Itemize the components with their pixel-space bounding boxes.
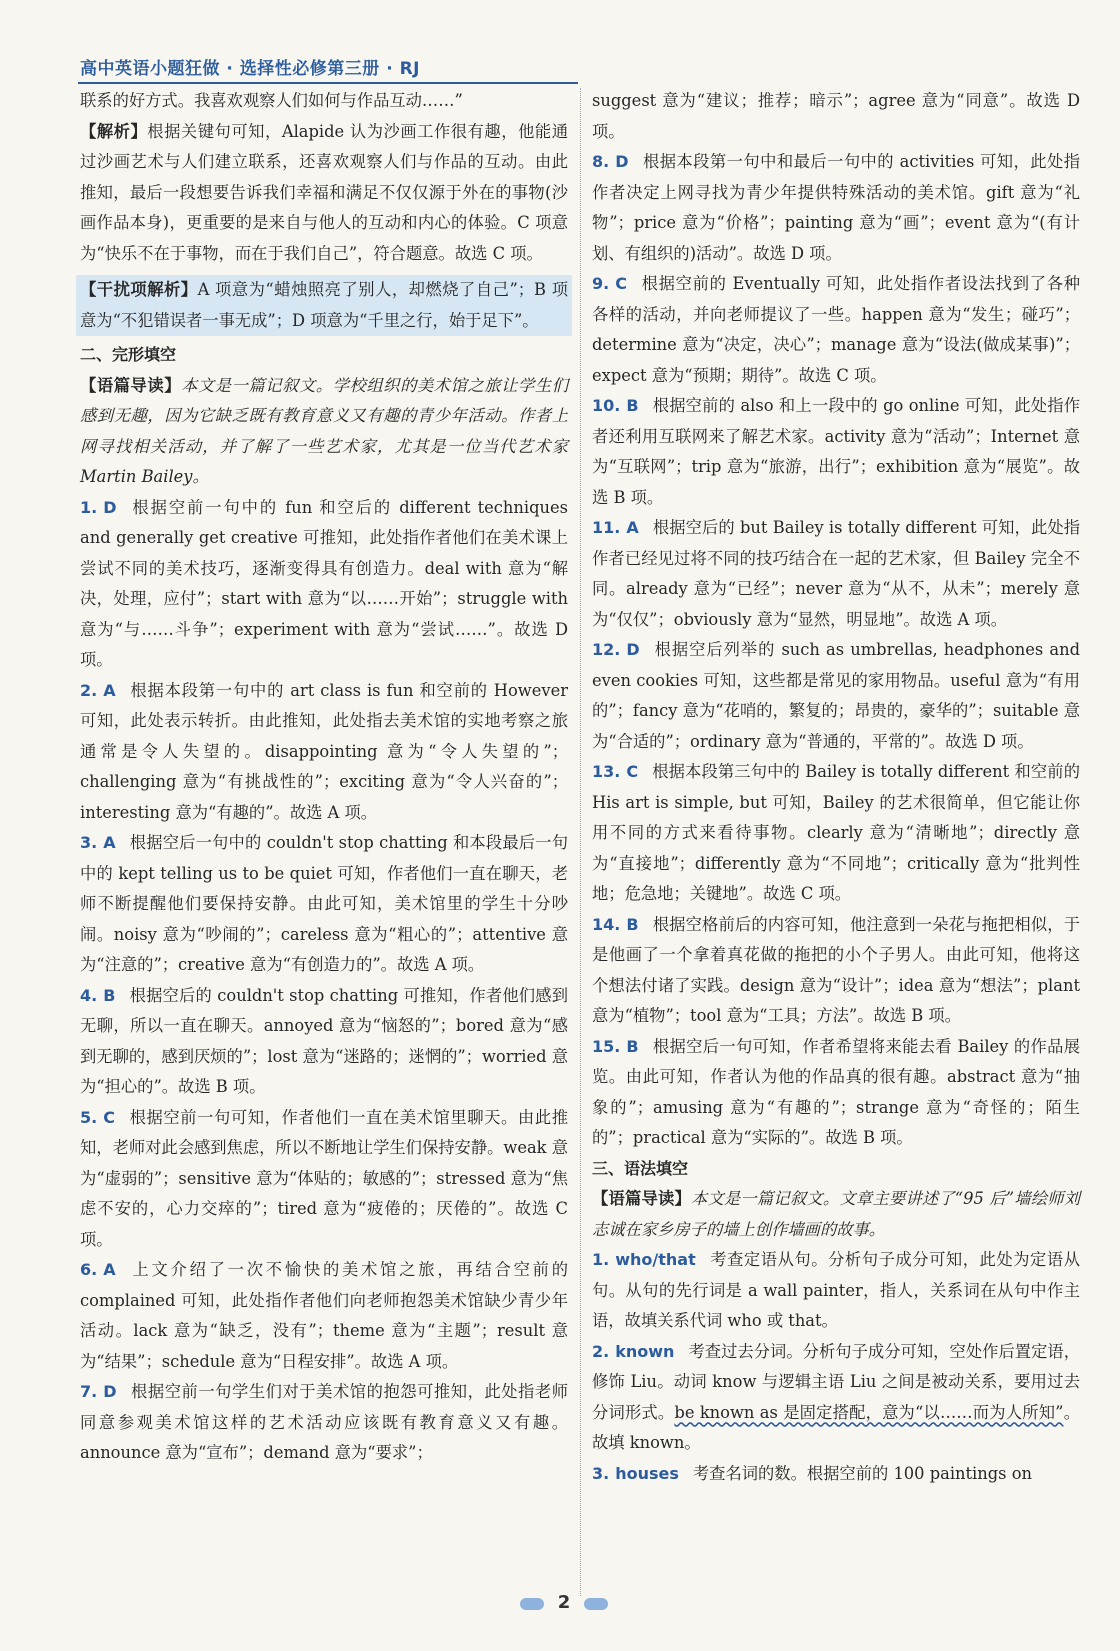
item-explanation: 根据本段第一句中和最后一句中的 activities 可知，此处指作者决定上网寻找为青少年提供特殊活动的美术馆。gift 意为“礼物”；price 意为“价格”；painting 意为“画”；event 意为“(有计划、有组织的)活动”。故选 D 项。 <box>592 152 1080 263</box>
item-number: 14. <box>592 914 621 934</box>
header-rule <box>78 82 578 84</box>
item-number: 4. <box>80 985 98 1005</box>
item-number: 9. <box>592 274 610 293</box>
item-number: 12. <box>592 640 621 659</box>
item-explanation: 根据空后一句中的 couldn't stop chatting 和本段最后一句中的 kept telling us to be quiet 可知，作者他们一直在聊天，老师不断提醒他们要保持安静。由此可知，美术馆里的学生十分吵闹。noisy 意为“吵闹的”；careless 意为“粗心的”；attentive 意为“注意的”；creative 意为“有创造力的”。故选 A 项。 <box>80 833 568 974</box>
item-answer: C <box>615 274 627 293</box>
answer-item-3 <box>80 828 568 981</box>
item-explanation: 根据空后列举的 such as umbrellas, headphones and even cookies 可知，这些都是常见的家用物品。useful 意为“有用的”；fancy 意为“花哨的，繁复的；昂贵的，豪华的”；suitable 意为“合适的”；ordinary 意为“普通的，平常的”。故选 D 项。 <box>592 640 1080 751</box>
item-explanation: 根据空后一句可知，作者希望将来能去看 Bailey 的作品展览。由此可知，作者认为他的作品真的很有趣。abstract 意为“抽象的”；amusing 意为“有趣的”；strange 意为“奇怪的；陌生的”；practical 意为“实际的”。故选 B 项。 <box>592 1036 1080 1147</box>
item-explanation: 根据空前一句学生们对于美术馆的抱怨可推知，此处指老师同意参观美术馆这样的艺术活动应该既有教育意义又有趣。announce 意为“宣布”；demand 意为“要求”； <box>80 1382 568 1462</box>
item-answer: B <box>626 914 639 934</box>
item-number: 15. <box>592 1036 621 1056</box>
item-number: 3. <box>592 1463 610 1483</box>
section-heading-cloze: 二、完形填空 <box>80 345 177 364</box>
cloze-intro <box>80 371 568 493</box>
item-number: 8. <box>592 152 610 171</box>
item-explanation: 考查名词的数。根据空前的 100 paintings on <box>692 1463 1032 1483</box>
page-pill-left <box>520 1598 544 1610</box>
intro-text: 本文是一篇记叙文。文章主要讲述了“95 后”墙绘师刘志诚在家乡房子的墙上创作墙画的故事。 <box>592 1189 1080 1239</box>
item-explanation: 上文介绍了一次不愉快的美术馆之旅，再结合空前的 complained 可知，此处指作者他们向老师抱怨美术馆缺少青少年活动。lack 意为“缺乏，没有”；theme 意为“主题”；result 意为“结果”；schedule 意为“日程安排”。故选 A 项。 <box>80 1260 568 1371</box>
item-answer: known <box>615 1341 675 1361</box>
item-answer: D <box>103 1382 117 1401</box>
analysis-tag: 【解析】 <box>80 121 148 141</box>
answer-item-15 <box>592 1032 1080 1154</box>
grammar-item-3 <box>592 1459 1080 1490</box>
item-answer: B <box>103 985 116 1005</box>
item-number: 2. <box>80 680 98 700</box>
item-answer: who/that <box>615 1250 696 1269</box>
answer-item-14 <box>592 910 1080 1032</box>
intro-text: 本文是一篇记叙文。学校组织的美术馆之旅让学生们感到无趣，因为它缺乏既有教育意义又有趣的青少年活动。作者上网寻找相关活动，并了解了一些艺术家，尤其是一位当代艺术家 Martin Bailey。 <box>80 375 568 486</box>
answer-item-2 <box>80 676 568 829</box>
answer-item-11 <box>592 513 1080 635</box>
answer-item-6 <box>80 1255 568 1377</box>
item-number: 1. <box>80 497 98 517</box>
item-answer: houses <box>615 1463 679 1483</box>
item-answer: A <box>103 1260 116 1279</box>
answer-item-7 <box>80 1377 568 1469</box>
item-explanation: 根据空后的 couldn't stop chatting 可推知，作者他们感到无聊，所以一直在聊天。annoyed 意为“恼怒的”；bored 意为“感到无聊的，感到厌烦的”；lost 意为“迷路的；迷惘的”；worried 意为“担心的”。故选 B 项。 <box>80 985 568 1096</box>
item-number: 5. <box>80 1107 98 1127</box>
item-explanation: 考查过去分词。分析句子成分可知，空处作后置定语，修饰 Liu。动词 know 与逻辑主语 Liu 之间是被动关系，要用过去分词形式。 <box>592 1341 1080 1422</box>
answer-item-12 <box>592 635 1080 757</box>
grammar-item-2 <box>592 1337 1080 1459</box>
item-explanation: 根据本段第三句中的 Bailey is totally different 和空前的 His art is simple, but 可知，Bailey 的艺术很简单，但它能让你用不同的方式来看待事物。clearly 意为“清晰地”；directly 意为“直接地”；differently 意为“不同地”；critically 意为“批判性地；危急地；关键地”。故选 C 项。 <box>592 762 1080 903</box>
item-number: 6. <box>80 1260 98 1279</box>
item-answer: D <box>626 640 640 659</box>
grammar-intro <box>592 1184 1080 1245</box>
left-column <box>80 86 568 1469</box>
item-explanation: 根据空前一句中的 fun 和空后的 different techniques and generally get creative 可推知，此处指作者他们在美术课上尝试不同的美术技巧，逐渐变得具有创造力。deal with 意为“解决，处理，应付”；start with 意为“以……开始”；struggle with 意为“与……斗争”；experiment with 意为“尝试……”。故选 D 项。 <box>80 497 568 669</box>
answer-item-8 <box>592 147 1080 269</box>
answer-item-9 <box>592 269 1080 391</box>
distractor-text: A 项意为“蜡烛照亮了别人，却燃烧了自己”；B 项意为“不犯错误者一事无成”；D 项意为“千里之行，始于足下”。 <box>80 280 568 330</box>
answer-item-1 <box>80 493 568 676</box>
item-explanation: 根据空前的 Eventually 可知，此处指作者设法找到了各种各样的活动，并向老师提议了一些。happen 意为“发生；碰巧”；determine 意为“决定，决心”；manage 意为“设法(做成某事)”；expect 意为“预期；期待”。故选 C 项。 <box>592 274 1080 385</box>
answer-item-4 <box>80 981 568 1103</box>
item-number: 2. <box>592 1341 610 1361</box>
item-explanation: 根据空后的 but Bailey is totally different 可知，此处指作者已经见过将不同的技巧结合在一起的艺术家，但 Bailey 完全不同。already 意为“已经”；never 意为“从不，从未”；merely 意为“仅仅”；obviously 意为“显然，明显地”。故选 A 项。 <box>592 518 1080 629</box>
item-number: 3. <box>80 833 98 852</box>
answer-item-10 <box>592 391 1080 513</box>
right-column <box>592 86 1080 1489</box>
grammar-item-1 <box>592 1245 1080 1337</box>
item-number: 7. <box>80 1382 98 1401</box>
item-answer: B <box>626 1036 639 1056</box>
item-explanation: 根据本段第一句中的 art class is fun 和空前的 However 可知，此处表示转折。由此推知，此处指去美术馆的实地考察之旅通常是令人失望的。disappointing 意为“令人失望的”；challenging 意为“有挑战性的”；exciting 意为“令人兴奋的”；interesting 意为“有趣的”。故选 A 项。 <box>80 680 568 822</box>
item-answer: A <box>626 518 639 537</box>
item-answer: B <box>626 396 639 415</box>
item-explanation: 根据空前的 also 和上一段中的 go online 可知，此处指作者还利用互联网来了解艺术家。activity 意为“活动”；Internet 意为“互联网”；trip 意为“旅游，出行”；exhibition 意为“展览”。故选 B 项。 <box>592 396 1080 507</box>
item-explanation: 根据空格前后的内容可知，他注意到一朵花与拖把相似，于是他画了一个拿着真花做的拖把的小个子男人。由此可知，他将这个想法付诸了实践。design 意为“设计”；idea 意为“想法”；plant 意为“植物”；tool 意为“工具；方法”。故选 B 项。 <box>592 914 1080 1025</box>
fixed-phrase-highlight: be known as 是固定搭配，意为“以……而为人所知” <box>674 1402 1064 1422</box>
item-answer: A <box>103 833 116 852</box>
intro-tag: 【语篇导读】 <box>592 1189 691 1208</box>
analysis-paragraph <box>80 117 568 270</box>
item-explanation: 考查定语从句。分析句子成分可知，此处为定语从句。从句的先行词是 a wall painter，指人，关系词在从句中作主语，故填关系代词 who 或 that。 <box>592 1250 1080 1330</box>
column-divider <box>580 88 581 1596</box>
page-number <box>520 1592 608 1616</box>
continued-text: suggest 意为“建议；推荐；暗示”；agree 意为“同意”。故选 D 项。 <box>592 91 1080 141</box>
answer-item-13 <box>592 757 1080 910</box>
book-title-header: 高中英语小题狂做 · 选择性必修第三册 · RJ <box>80 59 421 79</box>
item-explanation: 根据空前一句可知，作者他们一直在美术馆里聊天。由此推知，老师对此会感到焦虑，所以不断地让学生们保持安静。weak 意为“虚弱的”；sensitive 意为“体贴的；敏感的”；stressed 意为“焦虑不安的，心力交瘁的”；tired 意为“疲倦的；厌倦的”。故选 C 项。 <box>80 1107 568 1249</box>
intro-tag: 【语篇导读】 <box>80 375 182 395</box>
item-answer: A <box>103 680 116 700</box>
item-answer: C <box>103 1107 115 1127</box>
page-pill-right <box>584 1598 608 1610</box>
distractor-tag: 【干扰项解析】 <box>80 280 198 299</box>
item-number: 10. <box>592 396 621 415</box>
distractor-box <box>76 275 572 336</box>
item-answer: C <box>626 762 639 781</box>
answer-item-5 <box>80 1103 568 1256</box>
analysis-text: 根据关键句可知，Alapide 认为沙画工作很有趣，他能通过沙画艺术与人们建立联系，还喜欢观察人们与作品的互动。由此推知，最后一段想要告诉我们幸福和满足不仅仅源于外在的事物(沙画作品本身)，更重要的是来自与他人的互动和内心的体验。C 项意为“快乐不在于事物，而在于我们自己”，符合题意。故选 C 项。 <box>80 121 568 263</box>
item-answer: D <box>103 497 117 517</box>
item-number: 13. <box>592 762 621 781</box>
continued-text: 联系的好方式。我喜欢观察人们如何与作品互动……” <box>80 91 463 110</box>
item-number: 11. <box>592 518 621 537</box>
item-answer: D <box>615 152 629 171</box>
page-number-text: 2 <box>557 1592 571 1613</box>
item-number: 1. <box>592 1250 610 1269</box>
item-explanation-end: 。故填 known。 <box>592 1402 1080 1452</box>
section-heading-grammar: 三、语法填空 <box>592 1158 689 1178</box>
